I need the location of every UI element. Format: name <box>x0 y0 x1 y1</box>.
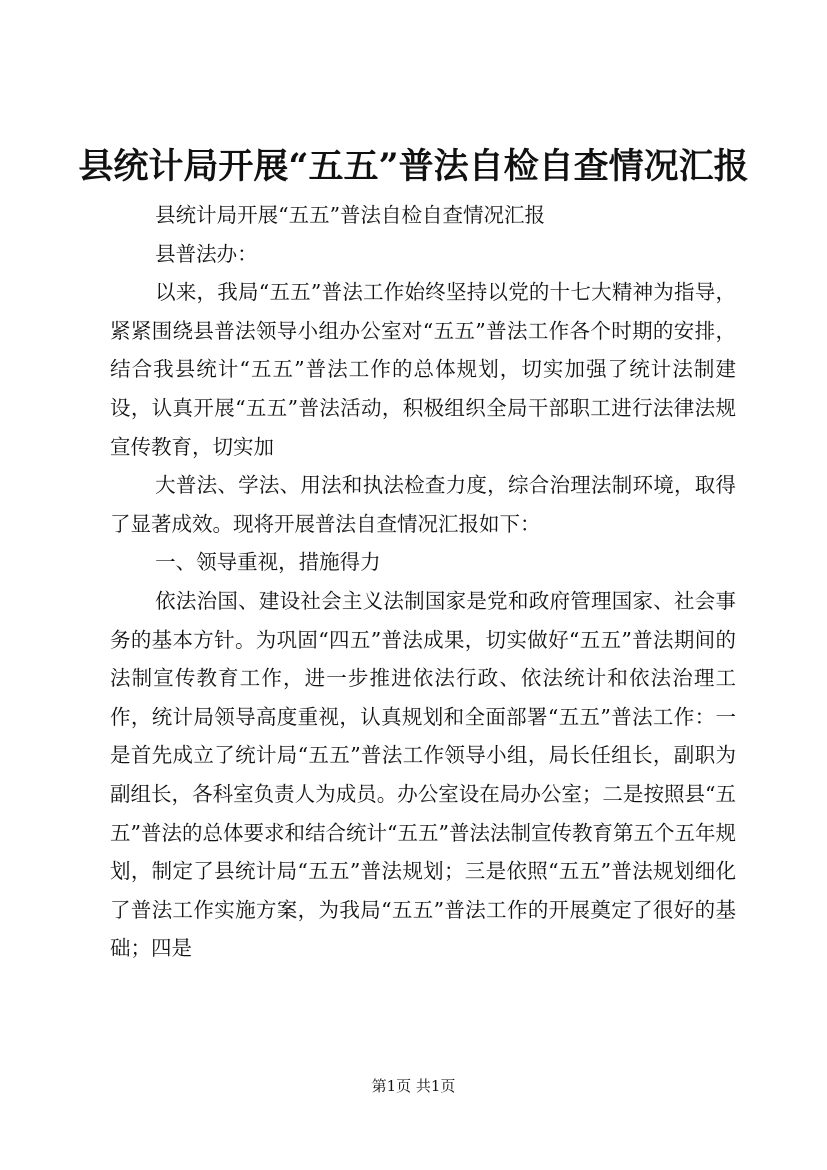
paragraph-section-1: 依法治国、建设社会主义法制国家是党和政府管理国家、社会事务的基本方针。为巩固“四五”普法成果，切实做好“五五”普法期间的法制宣传教育工作，进一步推进依法行政、依法统计和依法治理工作，统计局领导高度重视，认真规划和全面部署“五五”普法工作：一是首先成立了统计局“五五”普法工作领导小组，局长任组长，副职为副组长，各科室负责人为成员。办公室设在局办公室；二是按照县“五五”普法的总体要求和结合统计“五五”普法法制宣传教育第五个五年规划，制定了县统计局“五五”普法规划；三是依照“五五”普法规划细化了普法工作实施方案，为我局“五五”普法工作的开展奠定了很好的基础；四是 <box>110 588 736 961</box>
section-heading-1: 一、领导重视，措施得力 <box>155 550 381 575</box>
paragraph-salutation: 县普法办： <box>155 241 258 266</box>
document-body <box>110 196 736 968</box>
paragraph-subtitle: 县统计局开展“五五”普法自检自查情况汇报 <box>155 203 546 227</box>
document-title: 县统计局开展“五五”普法自检自查情况汇报 <box>78 146 749 187</box>
paragraph-intro: 以来，我局“五五”普法工作始终坚持以党的十七大精神为指导，紧紧围绕县普法领导小组办公室对“五五”普法工作各个时期的安排，结合我县统计“五五”普法工作的总体规划，切实加强了统计法制建设，认真开展“五五”普法活动，积极组织全局干部职工进行法律法规宣传教育，切实加 <box>110 280 736 459</box>
page-footer: 第1页 共1页 <box>371 1077 456 1095</box>
paragraph-intro-continued: 大普法、学法、用法和执法检查力度，综合治理法制环境，取得了显著成效。现将开展普法自查情况汇报如下： <box>110 473 736 536</box>
